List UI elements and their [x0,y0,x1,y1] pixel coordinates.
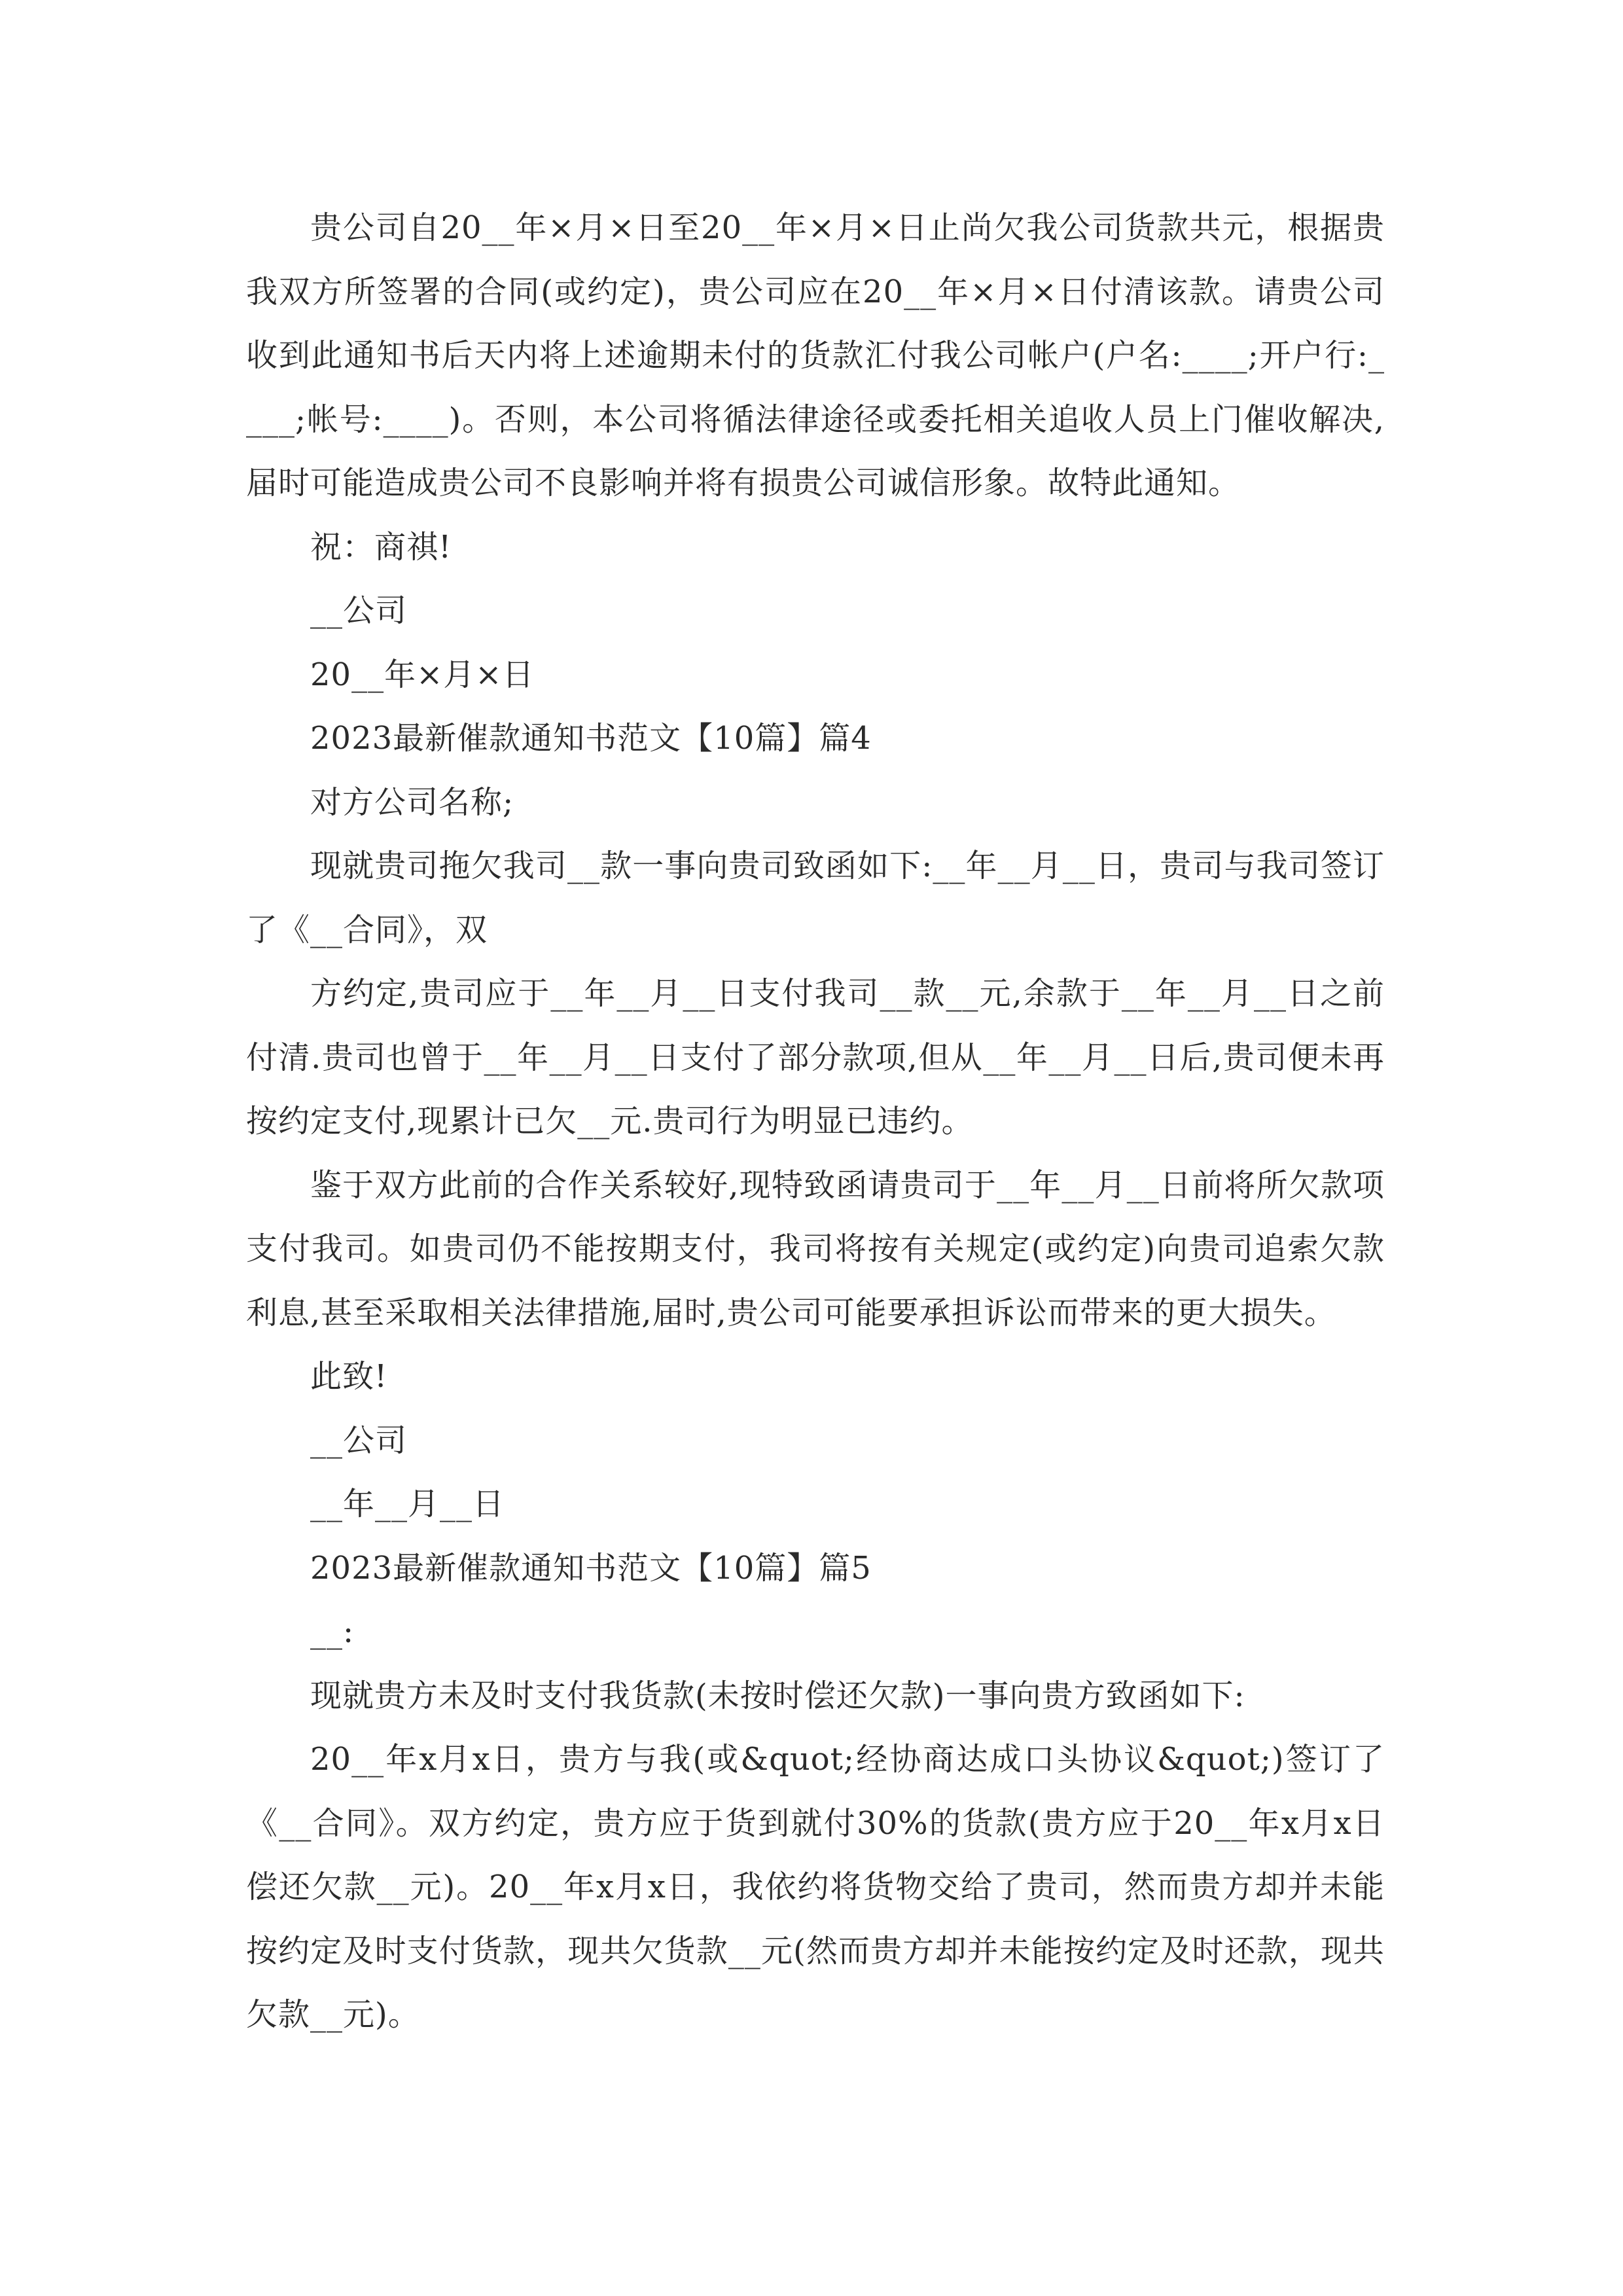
paragraph-recipient-2: __: [310,1613,355,1650]
section-heading-5: 2023最新催款通知书范文【10篇】篇5 [310,1549,872,1587]
paragraph-payment-notice: 贵公司自20__年×月×日至20__年×月×日止尚欠我公司货款共元，根据贵我双方所签署的合同(或约定)，贵公司应在20__年×月×日付清该款。请贵公司收到此通知书后天内将上述逾期未付的货款汇付我公司帐户(户名:____;开户行:____;帐号:____)。否则，本公司将循法律途径或委托相关追收人员上门催收解决,届时可能造成贵公司不良影响并将有损贵公司诚信形象。故特此通知。 [246,209,1385,501]
paragraph-company-signature: __公司 [310,592,408,629]
section-heading-4: 2023最新催款通知书范文【10篇】篇4 [310,720,872,757]
document-body [246,196,1385,2047]
paragraph-letter-intro-2: 现就贵方未及时支付我货款(未按时偿还欠款)一事向贵方致函如下: [310,1677,1245,1714]
paragraph-letter-intro: 现就贵司拖欠我司__款一事向贵司致函如下:__年__月__日，贵司与我司签订了《__合同》，双 [246,848,1385,948]
paragraph-agreement-terms: 方约定,贵司应于__年__月__日支付我司__款__元,余款于__年__月__日之前付清.贵司也曾于__年__月__日支付了部分款项,但从__年__月__日后,贵司便未再按约定支付,现累计已欠__元.贵司行为明显已违约。 [246,975,1385,1139]
paragraph-contract-details: 20__年x月x日，贵方与我(或&quot;经协商达成口头协议&quot;)签订了《__合同》。双方约定，贵方应于货到就付30%的货款(贵方应于20__年x月x日偿还欠款__元)。20__年x月x日，我依约将货物交给了贵司，然而贵方却并未能按约定及时支付货款，现共欠货款__元(然而贵方却并未能按约定及时还款，现共欠款__元)。 [246,1741,1385,2033]
paragraph-closing: 此致! [310,1358,388,1395]
paragraph-company-signature-2: __公司 [310,1422,408,1459]
paragraph-date: 20__年×月×日 [310,656,535,693]
paragraph-greeting: 祝：商祺! [310,528,452,565]
paragraph-recipient: 对方公司名称; [310,783,514,821]
paragraph-request-payment: 鉴于双方此前的合作关系较好,现特致函请贵司于__年__月__日前将所欠款项支付我司。如贵司仍不能按期支付，我司将按有关规定(或约定)向贵司追索欠款利息,甚至采取相关法律措施,届时,贵公司可能要承担诉讼而带来的更大损失。 [246,1166,1385,1331]
paragraph-date-2: __年__月__日 [310,1486,505,1522]
